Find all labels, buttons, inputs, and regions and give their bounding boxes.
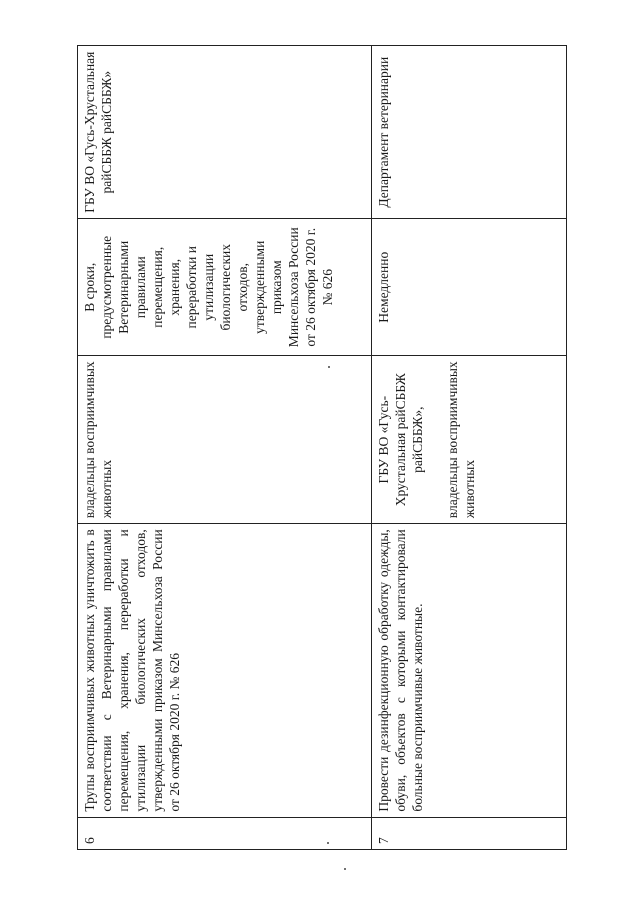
rotated-table-wrapper	[77, 45, 552, 850]
scan-speck	[344, 868, 346, 870]
responsible-cell: ГБУ ВО «Гусь-Хрустальная райСББЖ райСББЖ»	[78, 46, 372, 219]
row-number: 7	[372, 817, 567, 849]
row-number: 6	[78, 817, 372, 849]
table-row	[372, 46, 567, 850]
executor-owners: владельцы восприимчивых животных	[445, 361, 477, 519]
executor-organization: ГБУ ВО «Гусь-Хрустальная райСББЖ райСББЖ»,	[376, 373, 425, 507]
spacer	[426, 361, 444, 518]
executor-cell	[372, 356, 567, 524]
action-cell: Трупы восприимчивых животных уничтожить в соответствии с Ветеринарными правилами перемещения, хранения, переработки и утилизации биологических отходов, утвержденными приказом Минсельхоза России от 26 октября 2020 г. № 626	[78, 524, 372, 817]
term-cell: В сроки, предусмотренные Ветеринарными правилами перемещения, хранения, переработки и утилизации биологических отходов, утвержденными приказом Минсельхоза России от 26 октября 2020 г. № 626	[78, 219, 372, 356]
term-cell: Немедленно	[372, 219, 567, 356]
executor-cell: владельцы восприимчивых животных	[78, 356, 372, 524]
measures-table	[77, 45, 567, 850]
table-row	[78, 46, 372, 850]
responsible-cell: Департамент ветеринарии	[372, 46, 567, 219]
scan-speck	[328, 366, 330, 368]
action-cell: Провести дезинфекционную обработку одежды, обуви, объектов с которыми контактировали больные восприимчивые животные.	[372, 524, 567, 817]
scan-speck	[327, 842, 329, 844]
